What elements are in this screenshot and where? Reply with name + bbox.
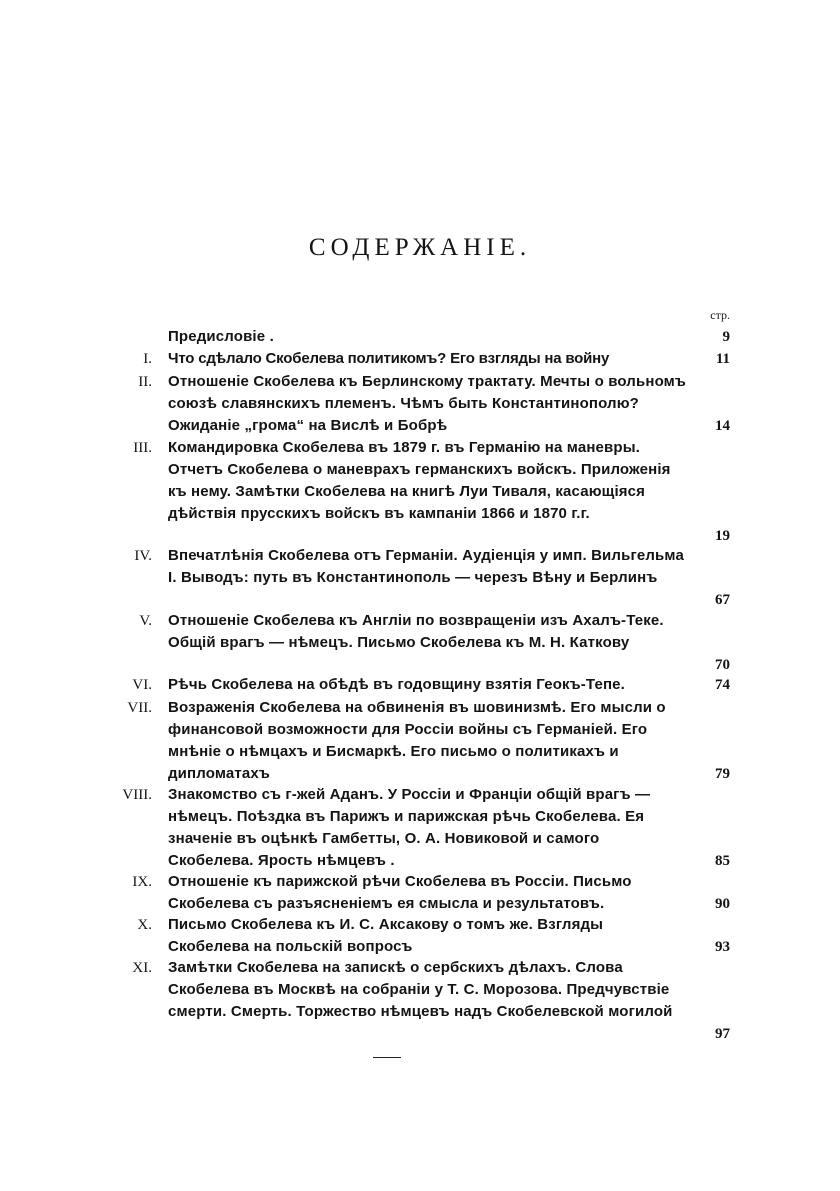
chapter-title: Рѣчь Скобелева на обѣдѣ въ годовщину взятія Геокъ-Тепе. (168, 676, 625, 693)
chapter-title: Отношеніе Скобелева къ Англіи по возвращеніи изъ Ахалъ-Теке. Общій врагъ — нѣмецъ. Письмо Скобелева къ М. Н. Каткову (168, 612, 664, 651)
page-number: 19 (715, 528, 730, 544)
chapter-title: Знакомство съ г-жей Аданъ. У Россіи и Франціи общій врагъ — нѣмецъ. Поѣздка въ Парижъ и парижская рѣчь Скобелева. Ея значеніе въ оцѣнкѣ Гамбетты, О. А. Новиковой и самого Скобелева. Ярость нѣмцевъ . (168, 786, 651, 869)
chapter-number: VI. (132, 677, 152, 693)
toc-entry (0, 348, 840, 370)
chapter-number: I. (143, 351, 152, 367)
page-column-header: стр. (710, 308, 730, 322)
toc-entry (0, 914, 840, 958)
chapter-number: XI. (132, 960, 152, 976)
page-number: 90 (715, 896, 730, 912)
toc-entry (0, 957, 840, 1045)
chapter-number: III. (133, 440, 152, 456)
chapter-title: Предисловіе . (168, 328, 274, 345)
page-number: 93 (715, 939, 730, 955)
chapter-title: Возраженія Скобелева на обвиненія въ шовинизмѣ. Его мысли о финансовой возможности для Россіи войны съ Германіей. Его мнѣніе о нѣмцахъ и Бисмаркѣ. Его письмо о политикахъ и дипломатахъ (168, 699, 666, 782)
page-number: 79 (715, 766, 730, 782)
chapter-number: IX. (132, 874, 152, 890)
chapter-title: Замѣтки Скобелева на запискѣ о сербскихъ дѣлахъ. Слова Скобелева въ Москвѣ на собраніи у Т. С. Морозова. Предчувствіе смерти. Смерть. Торжество нѣмцевъ надъ Скобелевской могилой (168, 959, 673, 1020)
page-number: 74 (715, 677, 730, 693)
chapter-number: X. (137, 917, 152, 933)
page-number: 9 (722, 329, 730, 345)
page-number: 11 (715, 351, 730, 367)
page-number: 85 (715, 853, 730, 869)
page-number: 67 (715, 592, 730, 608)
toc-entry (0, 437, 840, 547)
end-rule (373, 1057, 401, 1058)
toc-entry (0, 545, 840, 611)
toc-entry (0, 871, 840, 915)
chapter-number: II. (138, 374, 152, 390)
page-title: СОДЕРЖАНІЕ. (308, 234, 532, 261)
chapter-number: VII. (127, 700, 152, 716)
toc-entry (0, 610, 840, 676)
page-number: 70 (715, 657, 730, 673)
chapter-title: Письмо Скобелева къ И. С. Аксакову о томъ же. Взгляды Скобелева на польскій вопросъ (168, 916, 604, 955)
chapter-title: Отношеніе къ парижской рѣчи Скобелева въ Россіи. Письмо Скобелева съ разъясненіемъ ея смысла и результатовъ. (168, 873, 632, 912)
toc-entry (0, 784, 840, 872)
chapter-title: Что сдѣлало Скобелева политикомъ? Его взгляды на войну (168, 350, 610, 367)
toc-entry (0, 674, 840, 696)
toc-entry (0, 326, 840, 348)
chapter-number: VIII. (122, 787, 152, 803)
page-number: 14 (715, 418, 730, 434)
chapter-title: Командировка Скобелева въ 1879 г. въ Германію на маневры. Отчетъ Скобелева о маневрахъ германскихъ войскъ. Приложенія къ нему. Замѣтки Скобелева на книгѣ Луи Тиваля, касающіяся дѣйствія прусскихъ войскъ въ кампаніи 1866 и 1870 г.г. (168, 439, 671, 522)
chapter-number: IV. (134, 548, 152, 564)
chapter-title: Отношеніе Скобелева къ Берлинскому трактату. Мечты о вольномъ союзѣ славянскихъ племенъ. Чѣмъ быть Константинополю? Ожиданіе „грома“ на Вислѣ и Бобрѣ (168, 373, 687, 434)
toc-entry (0, 371, 840, 437)
chapter-title: Впечатлѣнія Скобелева отъ Германіи. Аудіенція у имп. Вильгельма I. Выводъ: путь въ Константинополь — черезъ Вѣну и Берлинъ (168, 547, 684, 586)
chapter-number: V. (139, 613, 152, 629)
page-number: 97 (715, 1026, 730, 1042)
toc-entry (0, 697, 840, 785)
